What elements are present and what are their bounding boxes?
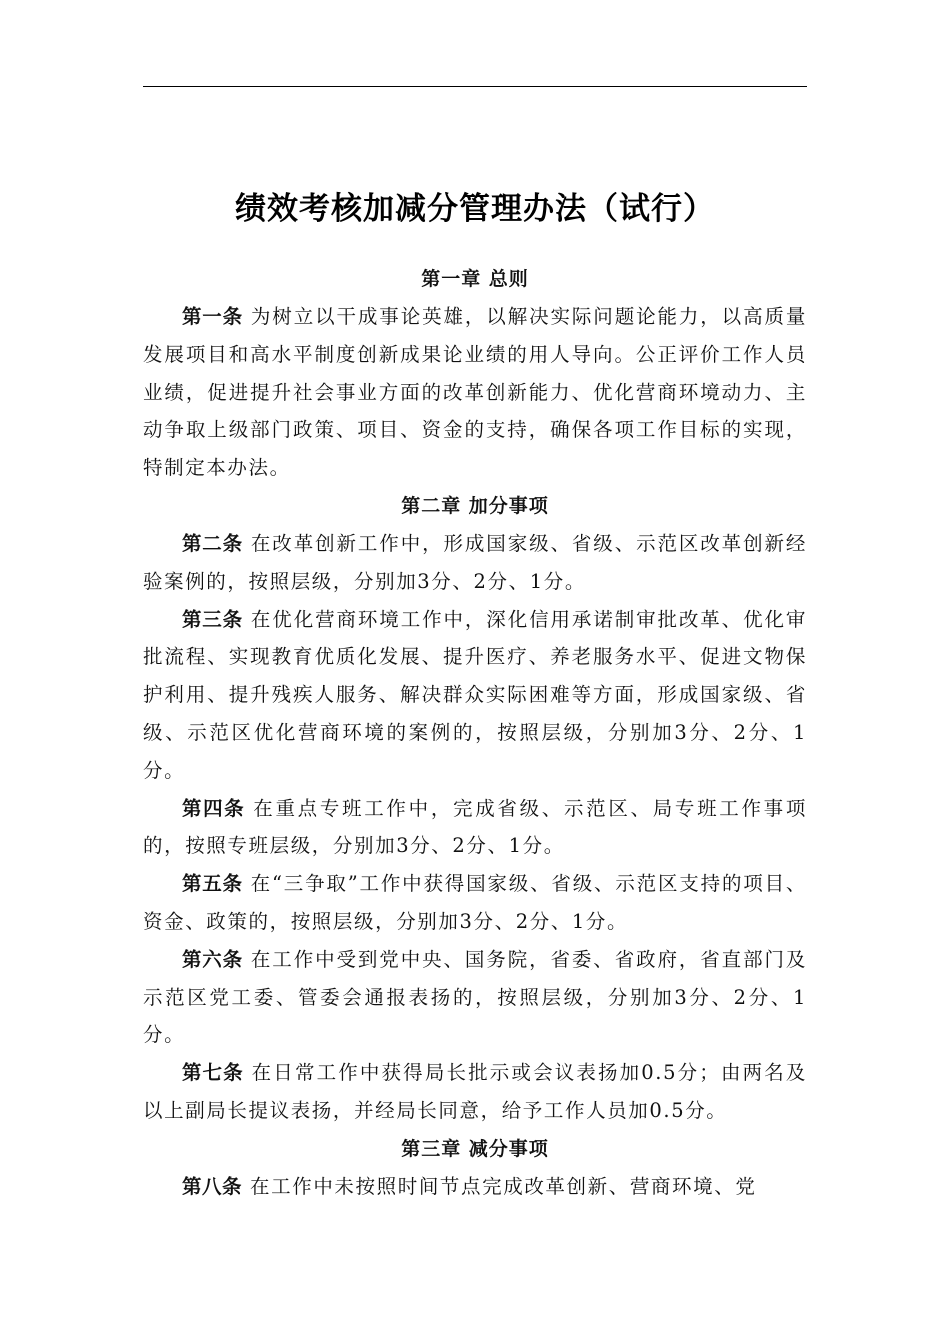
article-label: 第八条 — [182, 1174, 243, 1198]
article-label: 第六条 — [182, 947, 243, 971]
article-label: 第二条 — [182, 531, 243, 555]
article-paragraph — [143, 865, 807, 941]
article-paragraph — [143, 790, 807, 866]
article-paragraph — [143, 601, 807, 790]
article-label: 第一条 — [182, 305, 243, 328]
article-label: 第四条 — [182, 796, 246, 820]
article-paragraph — [143, 525, 807, 601]
article-label: 第五条 — [182, 872, 243, 896]
article-paragraph — [143, 941, 807, 1054]
article-label: 第七条 — [182, 1061, 244, 1085]
document-body — [143, 260, 807, 1206]
document-title: 绩效考核加减分管理办法（试行） — [235, 190, 715, 227]
header-rule — [143, 86, 807, 87]
article-text: 在工作中未按照时间节点完成改革创新、营商环境、党 — [250, 1174, 757, 1198]
article-paragraph — [143, 298, 807, 487]
article-paragraph — [143, 1054, 807, 1130]
article-text: 为树立以干成事论英雄，以解决实际问题论能力，以高质量发展项目和高水平制度创新成果论业绩的用人导向。公正评价工作人员业绩，促进提升社会事业方面的改革创新能力、优化营商环境动力、主动争取上级部门政策、项目、资金的支持，确保各项工作目标的实现，特制定本办法。 — [143, 305, 807, 480]
article-label: 第三条 — [182, 607, 243, 631]
chapter-heading: 第三章 减分事项 — [401, 1137, 549, 1160]
chapter-heading: 第二章 加分事项 — [401, 494, 549, 517]
article-text: 在工作中受到党中央、国务院，省委、省政府，省直部门及示范区党工委、管委会通报表扬的，按照层级，分别加3分、2分、1分。 — [143, 947, 807, 1047]
article-text: 在“三争取”工作中获得国家级、省级、示范区支持的项目、资金、政策的，按照层级，分别加3分、2分、1分。 — [143, 872, 807, 933]
article-text: 在日常工作中获得局长批示或会议表扬加0.5分；由两名及以上副局长提议表扬，并经局长同意，给予工作人员加0.5分。 — [143, 1061, 807, 1122]
article-text: 在改革创新工作中，形成国家级、省级、示范区改革创新经验案例的，按照层级，分别加3分、2分、1分。 — [143, 531, 807, 593]
chapter-heading: 第一章 总则 — [421, 268, 529, 290]
article-text: 在优化营商环境工作中，深化信用承诺制审批改革、优化审批流程、实现教育优质化发展、提升医疗、养老服务水平、促进文物保护利用、提升残疾人服务、解决群众实际困难等方面，形成国家级、省级、示范区优化营商环境的案例的，按照层级，分别加3分、2分、1分。 — [143, 607, 807, 782]
article-text: 在重点专班工作中，完成省级、示范区、局专班工作事项的，按照专班层级，分别加3分、2分、1分。 — [143, 796, 807, 858]
article-paragraph — [143, 1168, 807, 1206]
